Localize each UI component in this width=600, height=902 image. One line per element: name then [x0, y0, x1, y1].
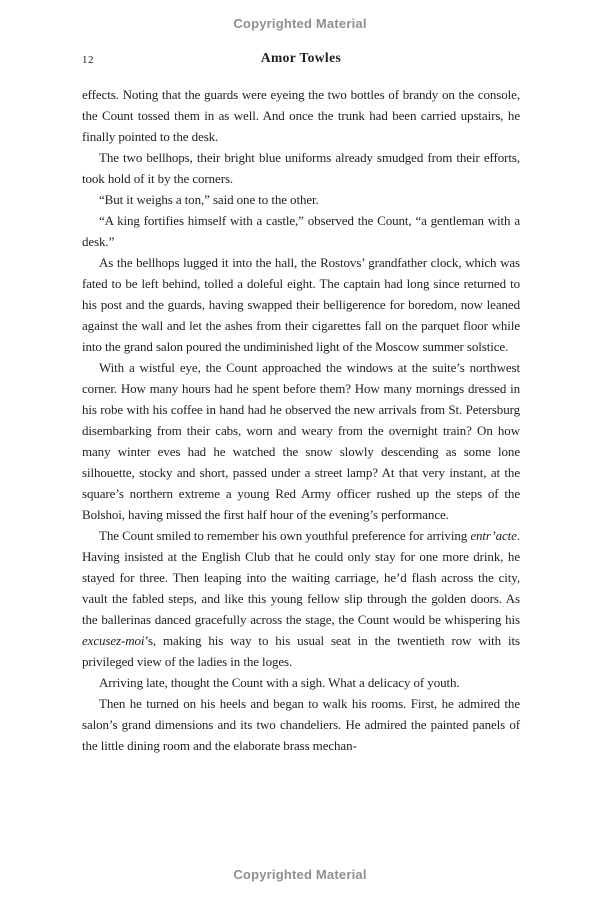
text-segment: Arriving late, thought the Count with a sigh. What a delicacy of youth. [99, 675, 460, 690]
paragraph [82, 210, 520, 252]
text-segment: The Count smiled to remember his own youthful preference for arriving [99, 528, 471, 543]
copyright-banner-bottom: Copyrighted Material [233, 867, 367, 882]
paragraph [82, 693, 520, 756]
page-header [82, 50, 520, 68]
paragraph [82, 252, 520, 357]
paragraph [82, 525, 520, 672]
body-text [82, 84, 520, 756]
text-segment: effects. Noting that the guards were eyeing the two bottles of brandy on the console, the Count tossed them in as well. And once the trunk had been carried upstairs, he finally pointed to the desk. [82, 87, 520, 144]
page-number: 12 [82, 54, 94, 66]
text-segment: “But it weighs a ton,” said one to the other. [99, 192, 319, 207]
copyright-banner-top: Copyrighted Material [233, 16, 367, 31]
text-segment: The two bellhops, their bright blue uniforms already smudged from their efforts, took hold of it by the corners. [82, 150, 520, 186]
text-segment: Then he turned on his heels and began to walk his rooms. First, he admired the salon’s grand dimensions and its two chandeliers. He admired the painted panels of the little dining room and the elaborate brass mechan- [82, 696, 520, 753]
paragraph [82, 672, 520, 693]
text-segment: entr’acte [470, 528, 517, 543]
running-header-author: Amor Towles [260, 50, 342, 65]
text-segment: . Having insisted at the English Club that he could only stay for one more drink, he stayed for three. Then leaping into the waiting carriage, he’d flash across the city, vault the fabled steps, and like this young fellow slip through the golden doors. As the ballerinas danced gracefully across the stage, the Count would be whispering his [82, 528, 520, 627]
paragraph [82, 189, 520, 210]
text-segment: With a wistful eye, the Count approached the windows at the suite’s northwest corner. How many hours had he spent before them? How many mornings dressed in his robe with his coffee in hand had he observed the new arrivals from St. Petersburg disembarking from their cabs, worn and weary from the overnight train? On how many winter eves had he watched the snow slowly descending as some lone silhouette, stocky and short, passed under a street lamp? At that very instant, at the square’s northern extreme a young Red Army officer rushed up the steps of the Bolshoi, having missed the first half hour of the evening’s performance. [82, 360, 520, 522]
text-segment: As the bellhops lugged it into the hall, the Rostovs’ grandfather clock, which was fated to be left behind, tolled a doleful eight. The captain had long since returned to his post and the guards, having swapped their belligerence for boredom, now leaned against the wall and let the ashes from their cigarettes fall on the parquet floor while into the grand salon poured the undiminished light of the Moscow summer solstice. [82, 255, 520, 354]
text-segment: excusez-moi [82, 633, 145, 648]
paragraph [82, 147, 520, 189]
paragraph [82, 84, 520, 147]
text-segment: ’s, making his way to his usual seat in the twentieth row with its privileged view of the ladies in the loges. [82, 633, 520, 669]
paragraph [82, 357, 520, 525]
text-segment: “A king fortifies himself with a castle,” observed the Count, “a gentleman with a desk.” [82, 213, 520, 249]
